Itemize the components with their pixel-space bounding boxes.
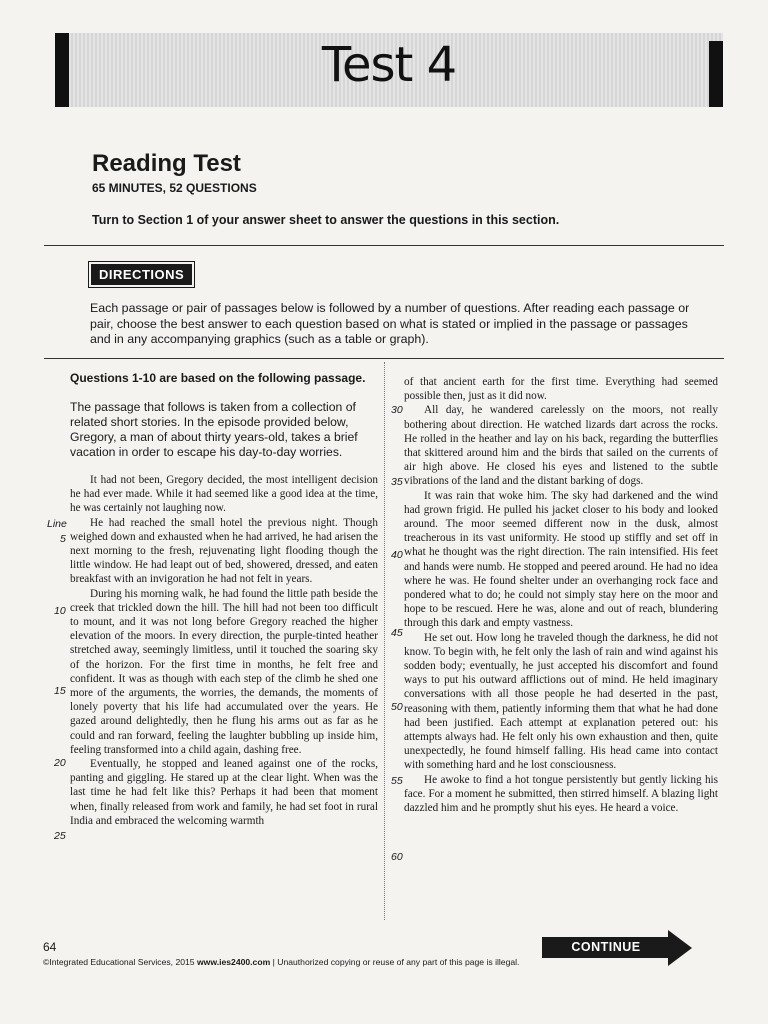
footer-copyright-line — [43, 957, 519, 967]
directions-badge: DIRECTIONS — [91, 264, 192, 285]
passage-paragraph: He set out. How long he traveled though the darkness, he did not know. To begin with, he felt only the lash of rain and wind against his sodden body; eventually, he just accepted his discomfort and found ways to put his outward afflictions out of mind. He held imaginary conversations with all those people he had deserted in the past, reasoning with them, patiently informing them that what he had done had been justified. Each attempt at explanation petered out: his attempts always had. He felt only his own exhaustion and then, quite unexpectedly, he found himself falling. His head came into contact with something hard and he lost consciousness. — [404, 631, 718, 772]
line-number: 10 — [54, 605, 66, 617]
line-number: 45 — [391, 627, 403, 639]
passage-paragraph: All day, he wandered carelessly on the moors, not really bothering about direction. He watched lizards dart across the rocks. He rolled in the heather and lay on his back, regarding the butterflies that skittered around him and the birds that sailed on the currents of air high above. He closed his eyes and listened to the subtle vibrations of the land and the distant barking of dogs. — [404, 404, 718, 488]
continue-label: CONTINUE — [542, 937, 670, 958]
page-number: 64 — [43, 940, 57, 954]
test-title: Test 4 — [321, 37, 457, 93]
questions-heading: Questions 1-10 are based on the following passage. — [70, 371, 366, 385]
passage-paragraph: of that ancient earth for the first time. Everything had seemed possible then, just as it did now. — [404, 376, 718, 403]
divider-top — [44, 245, 724, 246]
test-title-banner — [55, 33, 723, 107]
line-label: Line — [47, 518, 67, 530]
column-divider — [384, 362, 385, 920]
line-number: 50 — [391, 701, 403, 713]
line-number: 25 — [54, 830, 66, 842]
passage-intro: The passage that follows is taken from a collection of related short stories. In the episode provided below, Gregory, a man of about thirty years-old, takes a brief vacation in order to escape his day-to-day worries. — [70, 400, 358, 459]
line-number: 55 — [391, 775, 403, 787]
passage-paragraph: During his morning walk, he had found the little path beside the creek that trickled down the hill. The hill had not been too difficult to mount, and it was not long before Gregory reached the higher elevation of the moors. In every direction, the purple-tinted heather stretched away, seemingly limitless, until it touched the soaring sky of the horizon. For the first time in months, he felt free and confident. It was as though with each step of the climb he shed one more of the arguments, the worries, the demands, the moments of lonely poverty that his life had accumulated over the years. He gazed around delightedly, then he flung his arms out as far as he could and ran forward, feeling the laughter bubbling up inside him, feeling transformed into a child again, dashing free. — [70, 587, 378, 756]
line-number: 60 — [391, 851, 403, 863]
passage-right-column — [404, 375, 718, 815]
website-link[interactable]: www.ies2400.com — [196, 957, 271, 967]
section-instruction: Turn to Section 1 of your answer sheet to answer the questions in this section. — [92, 213, 560, 227]
arrow-right-icon — [668, 930, 692, 966]
passage-paragraph: Eventually, he stopped and leaned against one of the rocks, panting and giggling. He stared up at the clear light. When was the last time he had felt like this? Perhaps it had been that moment when, finally released from work and family, he had set foot in rural India and embraced the welcoming warmth — [70, 758, 378, 827]
line-number: 20 — [54, 757, 66, 769]
line-number: 40 — [391, 549, 403, 561]
copyright-text: ©Integrated Educational Services, 2015 — [43, 957, 195, 967]
passage-paragraph: He had reached the small hotel the previous night. Though weighed down and exhausted when he had arrived, he had arisen the next morning to the fresh, rejuvenating light flooding though the little window. He had leapt out of bed, showered, dressed, and eaten breakfast with an invigoration he had not felt in years. — [70, 516, 378, 586]
copyright-notice: Unauthorized copying or reuse of any part of this page is illegal. — [277, 957, 520, 967]
section-heading: Reading Test — [92, 150, 241, 177]
directions-text: Each passage or pair of passages below is followed by a number of questions. After reading each passage or pair, choose the best answer to each question based on what is stated or implied in the passage or passages and in any accompanying graphics (such as a table or graph). — [90, 301, 690, 346]
passage-paragraph: It had not been, Gregory decided, the most intelligent decision he had ever made. While it had seemed like a good idea at the time, he was certainly not laughing now. — [70, 474, 378, 515]
line-number: 15 — [54, 685, 66, 697]
line-number: 30 — [391, 404, 403, 416]
divider-directions — [44, 358, 724, 359]
section-subheading: 65 MINUTES, 52 QUESTIONS — [92, 181, 257, 195]
line-number: 5 — [60, 533, 66, 545]
line-number: 35 — [391, 476, 403, 488]
footer-separator: | — [272, 957, 275, 967]
passage-paragraph: He awoke to find a hot tongue persistently but gently licking his face. For a moment he submitted, then stirred himself. A blazing light dazzled him and he promptly shut his eyes. He heard a voice. — [404, 773, 718, 815]
passage-paragraph: It was rain that woke him. The sky had darkened and the wind had grown frigid. He pulled his jacket closer to his body and looked around. The moor seemed different now in the dusk, almost treacherous in its vast uniformity. He stood up stiffly and set off in what he thought was the right direction. The rain intensified. His feet and hands were numb. He stopped and peered around. He had no idea where he was. He found shelter under an overhanging rock face and pondered what to do; he could not simply stay here on the moor and hope to be rescued. Here he was, alone and out of reach, blundering through this dark and empty vastness. — [404, 489, 718, 630]
banner-right-bar — [709, 41, 723, 107]
passage-left-column — [70, 473, 378, 828]
